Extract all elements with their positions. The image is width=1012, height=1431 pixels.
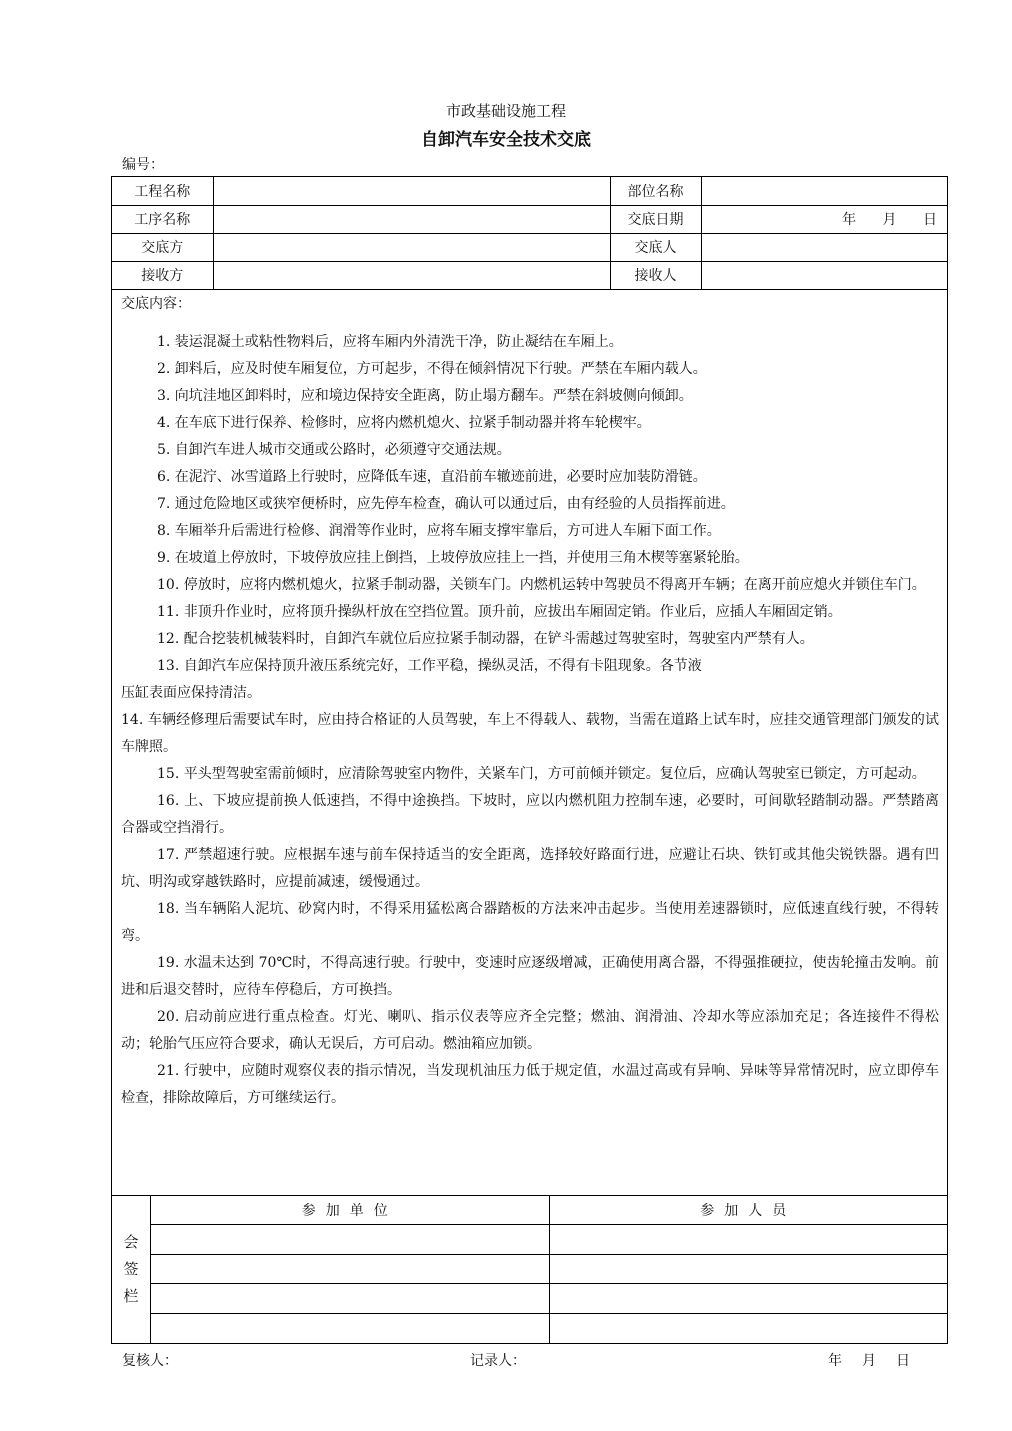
- footer-year: 年: [828, 1353, 842, 1369]
- content-item: 6. 在泥泞、冰雪道路上行驶时，应降低车速，直沿前车辙迹前进，必要时应加装防滑链。: [157, 468, 707, 485]
- signoff-char: 栏: [123, 1286, 139, 1305]
- content-item: 11. 非顶升作业时，应将顶升操纵杆放在空挡位置。顶升前，应拔出车厢固定销。作业后，应插人车厢固定销。: [157, 603, 842, 620]
- recorder-label: 记录人：: [470, 1353, 526, 1369]
- unit-cell[interactable]: [151, 1225, 549, 1254]
- process-name-label: 工序名称: [112, 205, 213, 233]
- signoff-header-row: [151, 1196, 947, 1225]
- content-item: 5. 自卸汽车进人城市交通或公路时，必须遵守交通法规。: [157, 441, 511, 458]
- content-item: 压缸表面应保持清洁。: [121, 684, 261, 701]
- giver-party-field[interactable]: [213, 233, 610, 261]
- signoff-char: 会: [123, 1232, 139, 1251]
- receiver-party-field[interactable]: [213, 261, 610, 289]
- person-header: 参加人员: [549, 1196, 947, 1225]
- signoff-row: [151, 1254, 947, 1283]
- person-cell[interactable]: [549, 1225, 947, 1254]
- part-name-field[interactable]: [701, 177, 947, 205]
- project-name-label: 工程名称: [112, 177, 213, 205]
- content-list: [121, 329, 939, 1112]
- info-table: [112, 177, 947, 290]
- content-item: 2. 卸料后，应及时使车厢复位，方可起步，不得在倾斜情况下行驶。严禁在车厢内载人。: [157, 360, 707, 377]
- disclosure-form: [111, 176, 948, 1344]
- signoff-table: [151, 1196, 947, 1343]
- signoff-row: [151, 1225, 947, 1254]
- info-row: [112, 261, 947, 289]
- content-label: 交底内容：: [121, 295, 191, 312]
- signoff-section: [112, 1196, 947, 1343]
- unit-header: 参加单位: [151, 1196, 549, 1225]
- content-item: 8. 车厢举升后需进行检修、润滑等作业时，应将车厢支撑牢靠后，方可进人车厢下面工作。: [157, 522, 721, 539]
- person-cell[interactable]: [549, 1284, 947, 1313]
- content-item: 17. 严禁超速行驶。应根据车速与前车保持适当的安全距离，选择较好路面行进，应避让石块、铁钉或其他尖锐铁器。遇有凹坑、明沟或穿越铁路时，应提前减速，缓慢通过。: [121, 846, 939, 890]
- project-name-field[interactable]: [213, 177, 610, 205]
- signoff-row: [151, 1313, 947, 1342]
- signoff-char: 签: [123, 1259, 139, 1278]
- footer-month: 月: [862, 1353, 876, 1369]
- date-year: 年: [842, 212, 857, 228]
- receiver-person-label: 接收人: [610, 261, 701, 289]
- part-name-label: 部位名称: [610, 177, 701, 205]
- content-item: 18. 当车辆陷人泥坑、砂窝内时，不得采用猛松离合器踏板的方法来冲击起步。当使用差速器锁时，应低速直线行驶，不得转弯。: [121, 900, 939, 944]
- serial-number-label: 编号：: [122, 157, 164, 173]
- process-name-field[interactable]: [213, 205, 610, 233]
- date-month: 月: [882, 212, 897, 228]
- info-row: [112, 205, 947, 233]
- info-row: [112, 233, 947, 261]
- content-item: 12. 配合挖装机械装料时，自卸汽车就位后应拉紧手制动器，在铲斗需越过驾驶室时，驾驶室内严禁有人。: [157, 630, 814, 647]
- giver-party-label: 交底方: [112, 233, 213, 261]
- document-title: 自卸汽车安全技术交底: [421, 130, 591, 150]
- info-row: [112, 177, 947, 205]
- receiver-person-field[interactable]: [701, 261, 947, 289]
- date-label: 交底日期: [610, 205, 701, 233]
- signoff-side-label: [112, 1196, 151, 1343]
- date-day: 日: [923, 212, 937, 228]
- content-item: 15. 平头型驾驶室需前倾时，应清除驾驶室内物件，关紧车门，方可前倾并锁定。复位后，应确认驾驶室已锁定，方可起动。: [157, 765, 926, 782]
- footer-day: 日: [896, 1353, 910, 1369]
- content-item: 16. 上、下坡应提前换人低速挡，不得中途换挡。下坡时，应以内燃机阻力控制车速，必要时，可间歇轻踏制动器。严禁踏离合器或空挡滑行。: [121, 792, 939, 836]
- content-item: 7. 通过危险地区或狭窄便桥时，应先停车检查，确认可以通过后，由有经验的人员指挥前进。: [157, 495, 735, 512]
- receiver-party-label: 接收方: [112, 261, 213, 289]
- content-item: 1. 装运混凝土或粘性物料后，应将车厢内外清洗干净，防止凝结在车厢上。: [157, 333, 623, 350]
- date-field[interactable]: [701, 205, 947, 233]
- giver-person-field[interactable]: [701, 233, 947, 261]
- reviewer-label: 复核人：: [122, 1353, 178, 1369]
- document-subtitle: 市政基础设施工程: [445, 102, 566, 120]
- unit-cell[interactable]: [151, 1284, 549, 1313]
- content-item: 3. 向坑洼地区卸料时，应和境边保持安全距离，防止塌方翻车。严禁在斜坡侧向倾卸。: [157, 387, 693, 404]
- content-item: 14. 车辆经修理后需要试车时，应由持合格证的人员驾驶，车上不得载人、载物，当需在道路上试车时，应挂交通管理部门颁发的试车牌照。: [121, 711, 939, 755]
- unit-cell[interactable]: [151, 1254, 549, 1283]
- content-item: 19. 水温未达到 70℃时，不得高速行驶。行驶中，变速时应逐级增减，正确使用离合器，不得强推硬拉，使齿轮撞击发响。前进和后退交替时，应待车停稳后，方可换挡。: [121, 954, 939, 998]
- content-item: 21. 行驶中，应随时观察仪表的指示情况，当发现机油压力低于规定值，水温过高或有异响、异味等异常情况时，应立即停车检查，排除故障后，方可继续运行。: [121, 1062, 939, 1106]
- disclosure-content: [112, 290, 947, 1196]
- person-cell[interactable]: [549, 1254, 947, 1283]
- unit-cell[interactable]: [151, 1313, 549, 1342]
- content-item: 9. 在坡道上停放时，下坡停放应挂上倒挡，上坡停放应挂上一挡，并使用三角木楔等塞紧轮胎。: [157, 549, 749, 566]
- content-item: 13. 自卸汽车应保持顶升液压系统完好，工作平稳，操纵灵活，不得有卡阻现象。各节液: [157, 657, 702, 674]
- signoff-row: [151, 1284, 947, 1313]
- giver-person-label: 交底人: [610, 233, 701, 261]
- content-item: 4. 在车底下进行保养、检修时，应将内燃机熄火、拉紧手制动器并将车轮楔牢。: [157, 414, 651, 431]
- content-item: 20. 启动前应进行重点检查。灯光、喇叭、指示仪表等应齐全完整；燃油、润滑油、冷却水等应添加充足；各连接件不得松动；轮胎气压应符合要求，确认无误后，方可启动。燃油箱应加锁。: [121, 1008, 939, 1052]
- person-cell[interactable]: [549, 1313, 947, 1342]
- content-item: 10. 停放时，应将内燃机熄火，拉紧手制动器，关锁车门。内燃机运转中驾驶员不得离开车辆；在离开前应熄火并锁住车门。: [157, 576, 926, 593]
